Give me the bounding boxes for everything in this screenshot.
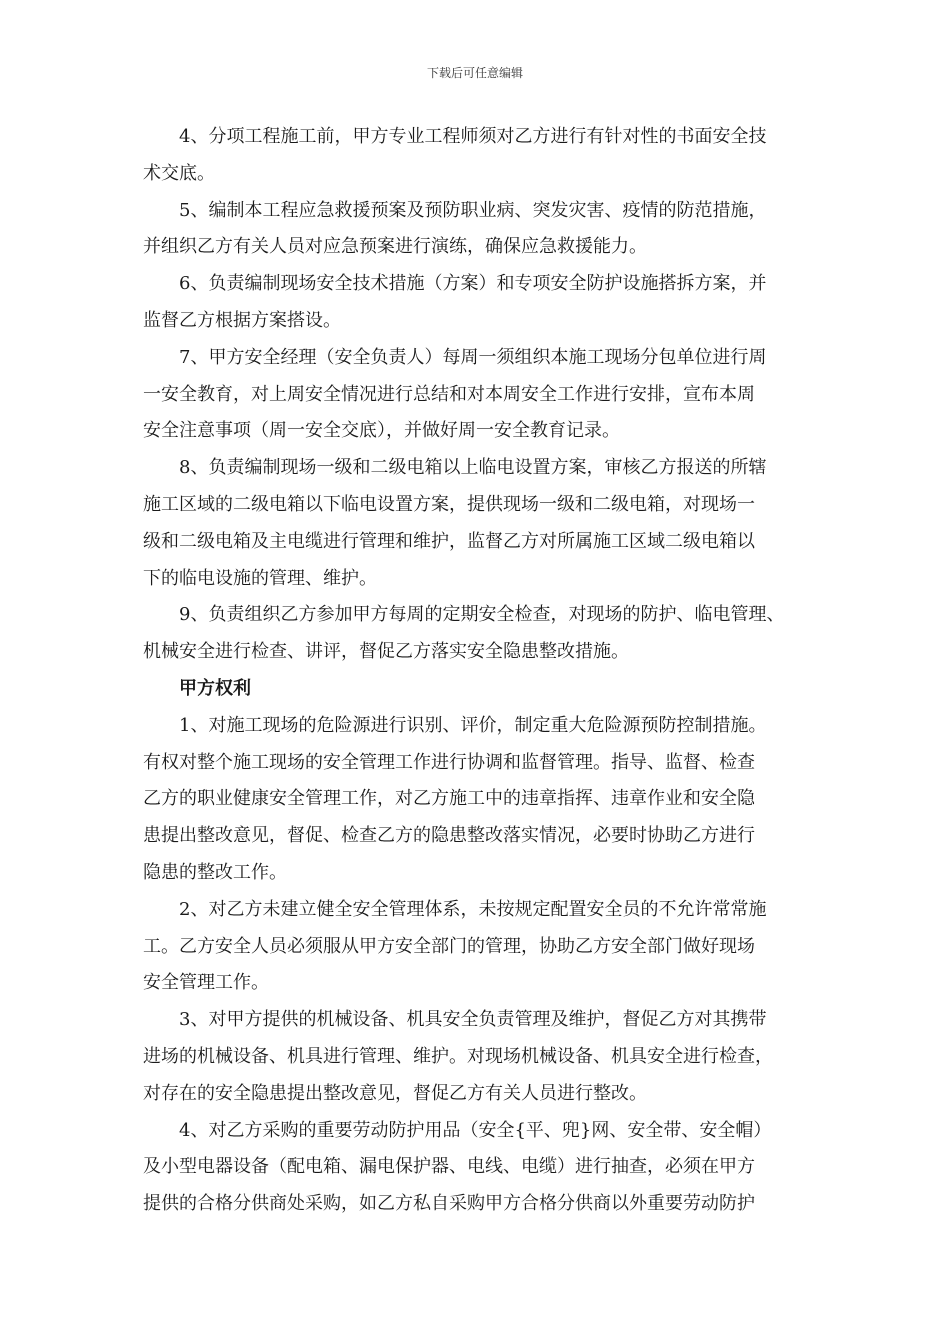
text-line: 患提出整改意见，督促、检查乙方的隐患整改落实情况，必要时协助乙方进行 bbox=[143, 825, 755, 847]
section-heading: 甲方权利 bbox=[179, 677, 251, 699]
text-line: 安全管理工作。 bbox=[143, 972, 269, 994]
text-line: 并组织乙方有关人员对应急预案进行演练，确保应急救援能力。 bbox=[143, 236, 647, 258]
page-header: 下载后可任意编辑 bbox=[426, 66, 523, 80]
text-line: 8、负责编制现场一级和二级电箱以上临电设置方案，审核乙方报送的所辖 bbox=[179, 457, 767, 479]
text-line: 下的临电设施的管理、维护。 bbox=[143, 567, 377, 589]
text-line: 级和二级电箱及主电缆进行管理和维护，监督乙方对所属施工区域二级电箱以 bbox=[143, 530, 755, 552]
text-line: 2、对乙方未建立健全安全管理体系，未按规定配置安全员的不允许常常施 bbox=[179, 898, 767, 920]
text-line: 术交底。 bbox=[143, 162, 215, 184]
text-line: 4、对乙方采购的重要劳动防护用品（安全{平、兜}网、安全带、安全帽） bbox=[179, 1119, 772, 1141]
text-line: 4、分项工程施工前，甲方专业工程师须对乙方进行有针对性的书面安全技 bbox=[179, 126, 767, 147]
text-line: 1、对施工现场的危险源进行识别、评价，制定重大危险源预防控制措施。 bbox=[179, 714, 767, 736]
text-line: 施工区域的二级电箱以下临电设置方案，提供现场一级和二级电箱，对现场一 bbox=[143, 493, 755, 515]
text-line: 提供的合格分供商处采购，如乙方私自采购甲方合格分供商以外重要劳动防护 bbox=[143, 1193, 755, 1215]
text-line: 及小型电器设备（配电箱、漏电保护器、电线、电缆）进行抽查，必须在甲方 bbox=[143, 1156, 755, 1178]
text-line: 安全注意事项（周一安全交底），并做好周一安全教育记录。 bbox=[143, 420, 620, 442]
text-line: 7、甲方安全经理（安全负责人）每周一须组织本施工现场分包单位进行周 bbox=[179, 346, 767, 368]
document-body bbox=[143, 119, 807, 1223]
text-line: 工。乙方安全人员必须服从甲方安全部门的管理，协助乙方安全部门做好现场 bbox=[143, 935, 755, 957]
text-line: 6、负责编制现场安全技术措施（方案）和专项安全防护设施搭拆方案，并 bbox=[179, 273, 767, 295]
text-line: 监督乙方根据方案搭设。 bbox=[143, 309, 341, 331]
text-line: 进场的机械设备、机具进行管理、维护。对现场机械设备、机具安全进行检查， bbox=[143, 1045, 773, 1067]
text-line: 有权对整个施工现场的安全管理工作进行协调和监督管理。指导、监督、检查 bbox=[143, 751, 755, 773]
text-line: 乙方的职业健康安全管理工作，对乙方施工中的违章指挥、违章作业和安全隐 bbox=[143, 788, 755, 810]
text-line: 5、编制本工程应急救援预案及预防职业病、突发灾害、疫情的防范措施， bbox=[179, 199, 767, 221]
text-line: 9、负责组织乙方参加甲方每周的定期安全检查，对现场的防护、临电管理、 bbox=[179, 604, 785, 626]
text-line: 隐患的整改工作。 bbox=[143, 861, 287, 883]
text-line: 3、对甲方提供的机械设备、机具安全负责管理及维护，督促乙方对其携带 bbox=[179, 1009, 767, 1031]
text-line: 对存在的安全隐患提出整改意见，督促乙方有关人员进行整改。 bbox=[143, 1082, 647, 1104]
text-line: 一安全教育，对上周安全情况进行总结和对本周安全工作进行安排，宣布本周 bbox=[143, 383, 755, 405]
text-line: 机械安全进行检查、讲评，督促乙方落实安全隐患整改措施。 bbox=[143, 641, 629, 663]
